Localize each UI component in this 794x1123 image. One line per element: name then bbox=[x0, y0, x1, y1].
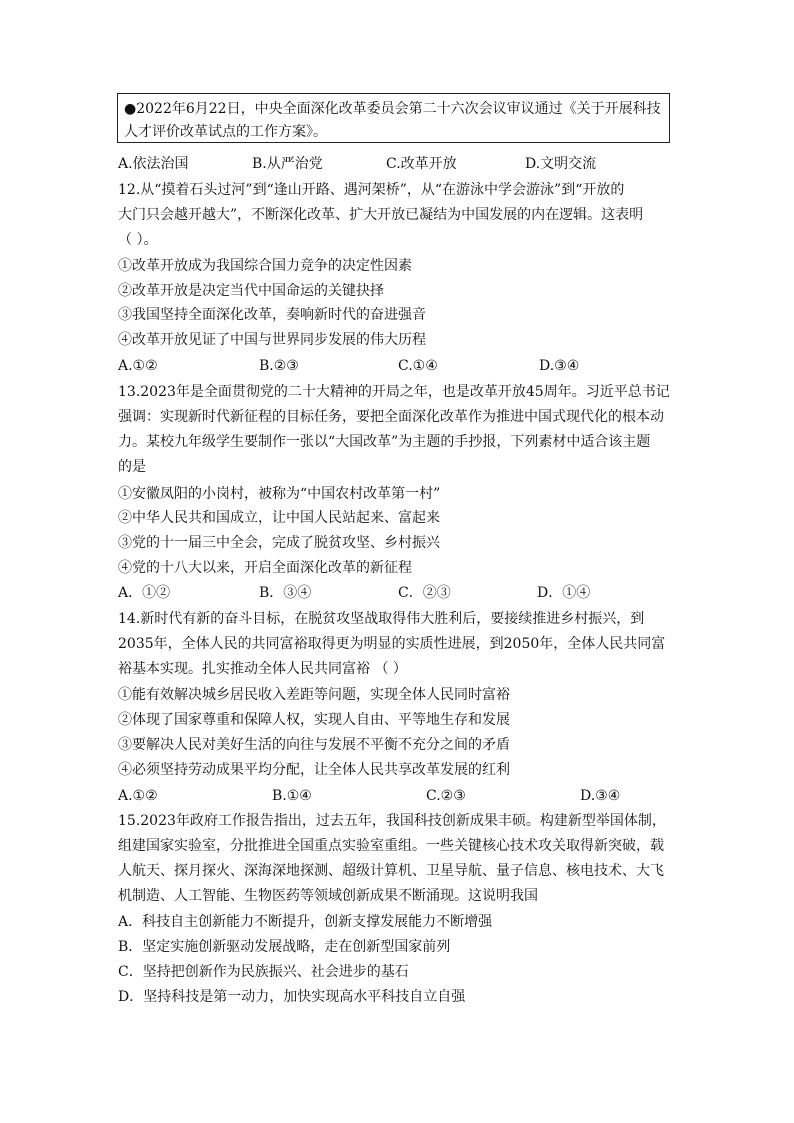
q13-stem-line: 力。某校九年级学生要制作一张以“大国改革”为主题的手抄报，下列素材中适合该主题 bbox=[118, 434, 651, 450]
q13-option-c[interactable]: C．②③ bbox=[398, 585, 451, 601]
q14-option-b[interactable]: B.①④ bbox=[272, 788, 312, 804]
intro-line: ●2022年6月22日，中央全面深化改革委员会第二十六次会议审议通过《关于开展科技 bbox=[124, 101, 661, 117]
q13-option-d[interactable]: D．①④ bbox=[537, 585, 591, 601]
q15-stem-line: 机制造、人工智能、生物医药等领域创新成果不断涌现。这说明我国 bbox=[118, 888, 538, 904]
q13-stem-line: 13.2023年是全面贯彻党的二十大精神的开局之年，也是改革开放45周年。习近平总书记 bbox=[118, 384, 670, 400]
q13-option-b[interactable]: B．③④ bbox=[259, 585, 312, 601]
q14-statement: ①能有效解决城乡居民收入差距等问题，实现全体人民同时富裕 bbox=[118, 687, 510, 703]
q14-option-a[interactable]: A.①② bbox=[118, 788, 158, 804]
q14-stem-line: 14.新时代有新的奋斗目标，在脱贫攻坚战取得伟大胜利后，要接续推进乡村振兴，到 bbox=[118, 611, 645, 627]
q14-option-c[interactable]: C.②③ bbox=[426, 788, 466, 804]
q15-stem-line: 人航天、探月探火、深海深地探测、超级计算机、卫星导航、量子信息、核电技术、大飞 bbox=[118, 863, 664, 879]
q14-stem-line: 裕基本实现。扎实推动全体人民共同富裕 （ ） bbox=[118, 661, 407, 677]
q11-option-c[interactable]: C.改革开放 bbox=[386, 156, 457, 172]
q12-statement: ③我国坚持全面深化改革，奏响新时代的奋进强音 bbox=[118, 307, 426, 323]
q12-statement: ①改革开放成为我国综合国力竞争的决定性因素 bbox=[118, 258, 412, 274]
q14-statement: ②体现了国家尊重和保障人权，实现人自由、平等地生存和发展 bbox=[118, 712, 510, 728]
q13-stem-line: 强调：实现新时代新征程的目标任务，要把全面深化改革作为推进中国式现代化的根本动 bbox=[118, 409, 664, 425]
q15-option-a[interactable]: A．科技自主创新能力不断提升，创新支撑发展能力不断增强 bbox=[118, 914, 493, 930]
q14-statement: ④必须坚持劳动成果平均分配，让全体人民共享改革发展的红利 bbox=[118, 762, 510, 778]
q12-option-b[interactable]: B.②③ bbox=[259, 358, 299, 374]
q15-option-d[interactable]: D．坚持科技是第一动力，加快实现高水平科技自立自强 bbox=[118, 989, 466, 1005]
q12-option-a[interactable]: A.①② bbox=[118, 358, 158, 374]
q13-stem-line: 的是 bbox=[118, 459, 146, 475]
q14-statement: ③要解决人民对美好生活的向往与发展不平衡不充分之间的矛盾 bbox=[118, 737, 510, 753]
q15-stem-line: 组建国家实验室，分批推进全国重点实验室重组。一些关键核心技术攻关取得新突破，载 bbox=[118, 838, 664, 854]
q11-option-a[interactable]: A.依法治国 bbox=[118, 156, 189, 172]
q14-option-d[interactable]: D.③④ bbox=[580, 788, 621, 804]
q12-stem-line: 12.从“摸着石头过河”到“逢山开路、遇河架桥”，从“在游泳中学会游泳”到“开放的 bbox=[118, 182, 625, 198]
q13-option-a[interactable]: A．①② bbox=[118, 585, 171, 601]
q12-statement: ④改革开放见证了中国与世界同步发展的伟大历程 bbox=[118, 332, 426, 348]
q15-option-c[interactable]: C．坚持把创新作为民族振兴、社会进步的基石 bbox=[118, 964, 409, 980]
q15-option-b[interactable]: B．坚定实施创新驱动发展战略，走在创新型国家前列 bbox=[118, 939, 451, 955]
q13-statement: ①安徽凤阳的小岗村，被称为“中国农村改革第一村” bbox=[118, 486, 441, 502]
intro-line: 人才评价改革试点的工作方案》。 bbox=[124, 124, 327, 140]
q12-option-c[interactable]: C.①④ bbox=[398, 358, 438, 374]
q13-statement: ④党的十八大以来，开启全面深化改革的新征程 bbox=[118, 560, 412, 576]
q12-option-d[interactable]: D.③④ bbox=[539, 358, 580, 374]
q14-stem-line: 2035年，全体人民的共同富裕取得更为明显的实质性进展，到2050年，全体人民共同富 bbox=[118, 636, 666, 652]
q11-option-b[interactable]: B.从严治党 bbox=[252, 156, 323, 172]
q12-statement: ②改革开放是决定当代中国命运的关键抉择 bbox=[118, 283, 384, 299]
q13-statement: ③党的十一届三中全会，完成了脱贫攻坚、乡村振兴 bbox=[118, 535, 440, 551]
q11-option-d[interactable]: D.文明交流 bbox=[525, 156, 597, 172]
q12-stem-line: 大门只会越开越大”，不断深化改革、扩大开放已凝结为中国发展的内在逻辑。这表明 bbox=[118, 207, 644, 223]
q13-statement: ②中华人民共和国成立，让中国人民站起来、富起来 bbox=[118, 510, 440, 526]
intro-box bbox=[117, 93, 670, 143]
q12-answer-blank: （ ）。 bbox=[118, 232, 158, 248]
q15-stem-line: 15.2023年政府工作报告指出，过去五年，我国科技创新成果丰硕。构建新型举国体制， bbox=[118, 813, 666, 829]
